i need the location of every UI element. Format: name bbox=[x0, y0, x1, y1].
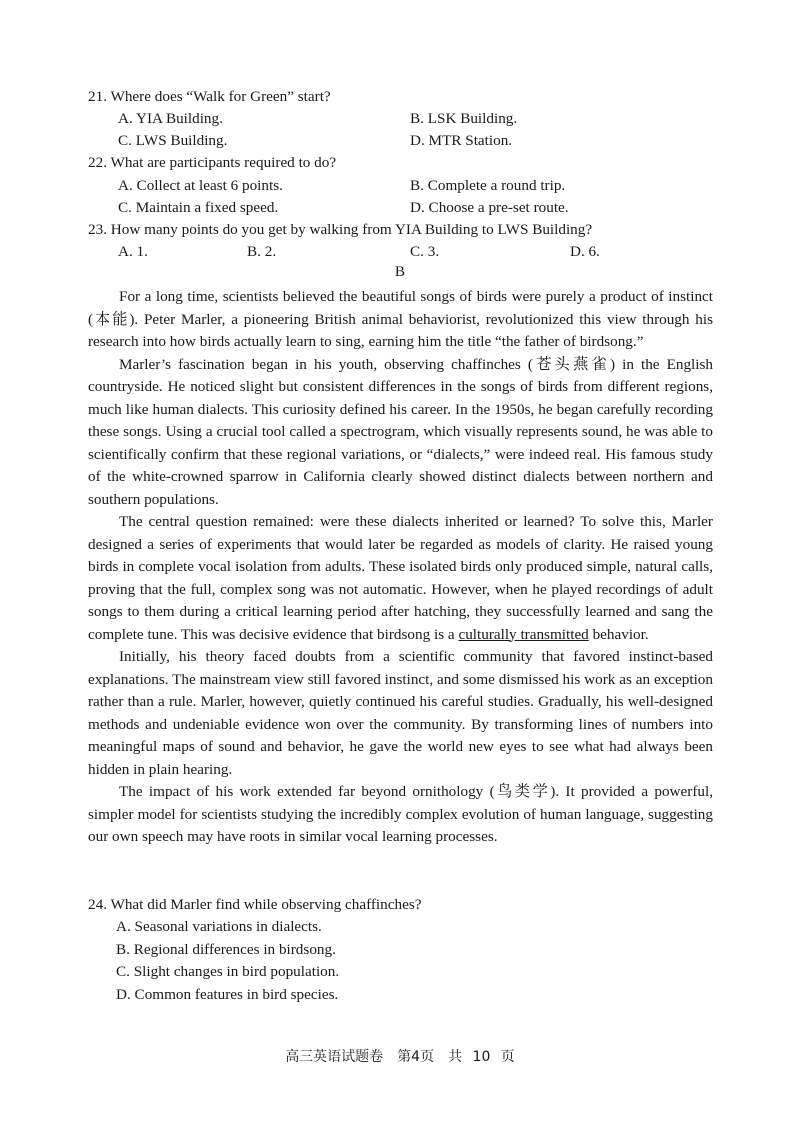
paragraph-3-end: behavior. bbox=[588, 625, 649, 643]
question-21-option-a: A. YIA Building. bbox=[118, 110, 223, 127]
section-label: B bbox=[394, 263, 406, 280]
question-24-option-d: D. Common features in bird species. bbox=[116, 986, 339, 1003]
reading-passage bbox=[88, 286, 713, 849]
underlined-phrase: culturally transmitted bbox=[458, 625, 589, 643]
paragraph-3-text: The central question remained: were these dialects inherited or learned? To solve this, Marler designed a series of experiments that would later be regarded as models of clarity. He raised young birds in complete vocal isolation from adults. These isolated birds only produced simple, natural calls, proving that the full, complex song was not automatic. However, when he played recordings of adult songs to them during a critical learning period after hatching, they successfully learned and sang the complete tune. This was decisive evidence that birdsong is a bbox=[88, 513, 713, 643]
question-21-option-d: D. MTR Station. bbox=[410, 132, 513, 149]
question-23-stem: 23. How many points do you get by walking from YIA Building to LWS Building? bbox=[88, 221, 593, 238]
question-24-option-b: B. Regional differences in birdsong. bbox=[116, 941, 336, 958]
question-22-option-d: D. Choose a pre-set route. bbox=[410, 199, 569, 216]
passage-paragraph-2: Marler’s fascination began in his youth, observing chaffinches (苍头燕雀) in the English countryside. He noticed slight but consistent differences in the songs of birds from different regions, much like human dialects. This curiosity defined his career. In the 1950s, he began carefully recording these songs. Using a crucial tool called a spectrogram, which visually represents sound, he was able to scientifically confirm that these regional variations, or “dialects,” were indeed real. His famous study of the white-crowned sparrow in California clearly showed distinct dialects between northern and southern populations. bbox=[88, 355, 713, 508]
question-23-option-d: D. 6. bbox=[570, 243, 600, 260]
question-23-option-b: B. 2. bbox=[247, 243, 277, 260]
question-24-option-a: A. Seasonal variations in dialects. bbox=[116, 918, 322, 935]
question-21-option-b: B. LSK Building. bbox=[410, 110, 518, 127]
question-22-stem: 22. What are participants required to do? bbox=[88, 154, 337, 171]
question-24-stem: 24. What did Marler find while observing chaffinches? bbox=[88, 896, 422, 913]
question-23-option-a: A. 1. bbox=[118, 243, 148, 260]
passage-paragraph-4: Initially, his theory faced doubts from a scientific community that favored instinct-based explanations. The mainstream view still favored instinct, and some dismissed his work as an exception rather than a rule. Marler, however, quietly continued his careful studies. Gradually, his well-designed methods and undeniable evidence won over the community. By transforming lines of numbers into meaningful maps of sound and behavior, he gave the world new eyes to see what had always been hidden in plain hearing. bbox=[88, 648, 713, 778]
passage-paragraph-1: For a long time, scientists believed the beautiful songs of birds were purely a product of instinct (本能). Peter Marler, a pioneering British animal behaviorist, revolutionized this view through his research into how birds actually learn to sing, earning him the title “the father of birdsong.” bbox=[88, 288, 713, 350]
question-22-option-a: A. Collect at least 6 points. bbox=[118, 177, 283, 194]
question-21-stem: 21. Where does “Walk for Green” start? bbox=[88, 88, 331, 105]
question-22-option-c: C. Maintain a fixed speed. bbox=[118, 199, 279, 216]
question-21-option-c: C. LWS Building. bbox=[118, 132, 228, 149]
page-footer: 高三英语试题卷 第4页 共 10 页 bbox=[285, 1049, 515, 1065]
passage-paragraph-3 bbox=[88, 511, 713, 646]
passage-paragraph-5: The impact of his work extended far beyond ornithology (鸟类学). It provided a powerful, simpler model for scientists studying the incredibly complex evolution of human language, suggesting our own speech may have roots in similar vocal learning processes. bbox=[88, 783, 713, 845]
question-24-option-c: C. Slight changes in bird population. bbox=[116, 963, 340, 980]
question-22-option-b: B. Complete a round trip. bbox=[410, 177, 566, 194]
question-23-option-c: C. 3. bbox=[410, 243, 440, 260]
